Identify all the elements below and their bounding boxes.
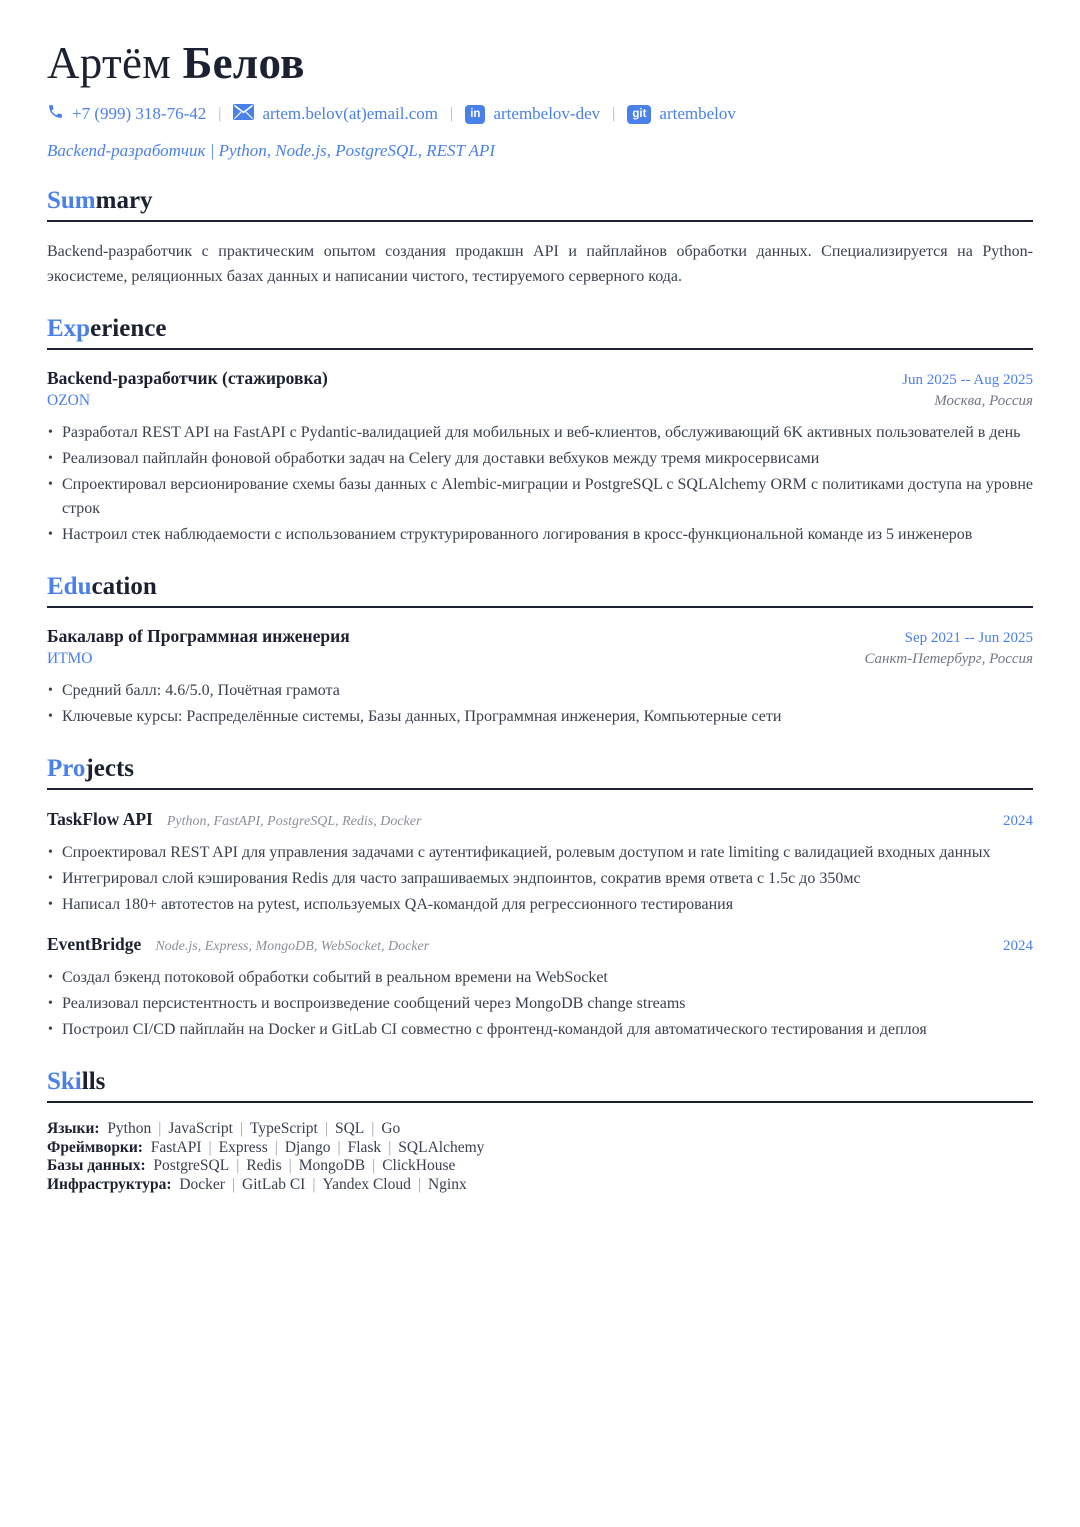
skill-item: JavaScript [168, 1120, 233, 1138]
skill-row-languages [47, 1120, 1033, 1139]
skill-label: Языки: [47, 1120, 100, 1138]
section-projects [47, 755, 1033, 1042]
email-link[interactable] [233, 104, 438, 125]
skill-separator: | [158, 1120, 162, 1138]
skill-item: Django [284, 1138, 331, 1156]
candidate-last-name: Белов [182, 38, 305, 88]
job-subheader [47, 392, 1033, 410]
company-name: OZON [47, 392, 91, 410]
skill-item: Yandex Cloud [322, 1175, 411, 1193]
skill-item: Express [218, 1138, 268, 1156]
tagline: Backend-разработчик | Python, Node.js, PostgreSQL, REST API [47, 141, 496, 161]
projects-heading [47, 755, 1033, 790]
candidate-first-name: Артём [47, 38, 172, 88]
skill-separator: | [231, 1175, 236, 1193]
skill-item: GitLab CI [242, 1175, 306, 1193]
skill-item: PostgreSQL [153, 1157, 230, 1175]
contact-separator: | [612, 105, 616, 123]
contact-row [47, 103, 1033, 125]
job-bullet: • Настроил стек наблюдаемости с использованием структурированного логирования в кросс-функциональной команде из 5 инженеров [47, 523, 1033, 547]
education-heading-rest: cation [91, 573, 157, 601]
skill-label: Инфраструктура: [47, 1175, 172, 1193]
project-bullet: • Создал бэкенд потоковой обработки событий в реальном времени на WebSocket [47, 966, 1033, 990]
skill-label: Базы данных: [47, 1157, 146, 1175]
project-year: 2024 [1003, 938, 1033, 955]
skill-item: SQLAlchemy [398, 1138, 485, 1156]
experience-heading-accent: Exp [47, 315, 91, 343]
school-location: Санкт-Петербург, Россия [864, 651, 1033, 668]
section-skills [47, 1068, 1033, 1194]
skill-item: FastAPI [150, 1138, 202, 1156]
project-stack: Python, FastAPI, PostgreSQL, Redis, Docker [166, 814, 422, 830]
project-bullet: • Написал 180+ автотестов на pytest, используемых QA-командой для регрессионного тестирования [47, 893, 1033, 917]
degree-subheader [47, 650, 1033, 668]
skill-separator: | [337, 1138, 341, 1156]
skill-separator: | [324, 1120, 328, 1138]
skills-list [47, 1120, 1033, 1194]
skill-separator: | [274, 1138, 278, 1156]
git-icon: git [627, 105, 651, 124]
project-year: 2024 [1003, 813, 1033, 830]
summary-heading [47, 187, 1033, 222]
projects-heading-accent: Pro [47, 755, 86, 783]
skill-separator: | [417, 1175, 421, 1193]
job-bullet: • Реализовал пайплайн фоновой обработки задач на Celery для доставки вебхуков между тремя микросервисами [47, 447, 1033, 471]
skills-heading-rest: lls [81, 1068, 106, 1096]
skill-label: Фреймворки: [47, 1138, 143, 1156]
education-bullets [47, 679, 1033, 729]
experience-heading [47, 315, 1033, 350]
skill-item: Redis [246, 1157, 282, 1175]
resume-header [47, 40, 1033, 161]
job-header [47, 368, 1033, 389]
section-education [47, 573, 1033, 729]
job-location: Москва, Россия [934, 393, 1033, 410]
project-bullet: • Реализовал персистентность и воспроизведение сообщений через MongoDB change streams [47, 992, 1033, 1016]
project-header [47, 934, 1033, 955]
job-bullet: • Разработал REST API на FastAPI с Pydantic-валидацией для мобильных и веб-клиентов, обслуживающий 6K активных пользователей в день [47, 421, 1033, 445]
linkedin-link[interactable] [465, 104, 600, 124]
github-handle: artembelov [659, 104, 736, 124]
project-bullets [47, 841, 1033, 917]
skill-row-databases [47, 1157, 1033, 1176]
skill-item: MongoDB [298, 1157, 366, 1175]
project-name: EventBridge [47, 934, 142, 955]
project-bullets [47, 966, 1033, 1042]
education-bullet: • Ключевые курсы: Распределённые системы, Базы данных, Программная инженерия, Компьютерные сети [47, 705, 1033, 729]
skill-item: TypeScript [250, 1120, 318, 1138]
summary-heading-rest: mary [95, 187, 153, 215]
project-bullet: • Построил CI/CD пайплайн на Docker и GitLab CI совместно с фронтенд-командой для автоматического тестирования и деплоя [47, 1018, 1033, 1042]
project-name: TaskFlow API [47, 809, 153, 830]
project-entry [47, 934, 1033, 1042]
github-link[interactable] [627, 104, 736, 124]
degree-dates: Sep 2021 -- Jun 2025 [904, 630, 1033, 647]
job-bullets [47, 421, 1033, 547]
school-name: ИТМО [47, 650, 93, 668]
skill-separator: | [288, 1157, 292, 1175]
project-header [47, 809, 1033, 830]
phone-icon [47, 103, 64, 125]
project-bullet: • Интегрировал слой кэширования Redis для часто запрашиваемых эндпоинтов, сократив время ответа с 1.5с до 350мс [47, 867, 1033, 891]
section-experience [47, 315, 1033, 547]
skill-item: Python [107, 1120, 152, 1138]
skill-item: Docker [179, 1175, 225, 1193]
linkedin-icon: in [465, 105, 485, 124]
project-entry [47, 809, 1033, 917]
skill-item: Go [381, 1120, 401, 1138]
experience-heading-rest: erience [90, 315, 167, 343]
skill-separator: | [388, 1138, 392, 1156]
education-bullet: • Средний балл: 4.6/5.0, Почётная грамота [47, 679, 1033, 703]
skill-item: ClickHouse [382, 1157, 456, 1175]
skill-separator: | [372, 1157, 376, 1175]
linkedin-handle: artembelov-dev [493, 104, 601, 124]
skills-heading-accent: Ski [47, 1068, 82, 1096]
skill-row-frameworks [47, 1139, 1033, 1158]
education-heading-accent: Edu [47, 573, 92, 601]
job-dates: Jun 2025 -- Aug 2025 [902, 372, 1033, 389]
summary-heading-accent: Sum [47, 187, 96, 215]
email-address: artem.belov(at)email.com [262, 104, 439, 124]
summary-text: Backend-разработчик с практическим опытом создания продакшн API и пайплайнов обработки данных. Специализируется на Python-экосистеме, реляционных базах данных и написании чистого, тестируемого серверного кода. [47, 243, 1033, 286]
skills-heading [47, 1068, 1033, 1103]
skill-separator: | [239, 1120, 244, 1138]
phone-number: +7 (999) 318-76-42 [72, 104, 207, 124]
education-entry [47, 626, 1033, 729]
job-bullet: • Спроектировал версионирование схемы базы данных с Alembic-миграции и PostgreSQL с SQLAlchemy ORM с политиками доступа на уровне строк [47, 473, 1033, 521]
skill-row-infrastructure [47, 1176, 1033, 1195]
education-heading [47, 573, 1033, 608]
skill-separator: | [371, 1120, 375, 1138]
contact-separator: | [218, 105, 222, 123]
phone-link[interactable] [47, 103, 206, 125]
envelope-icon [233, 104, 254, 125]
skill-separator: | [208, 1138, 212, 1156]
experience-entry [47, 368, 1033, 547]
skill-item: Nginx [427, 1175, 467, 1193]
contact-separator: | [450, 105, 454, 123]
degree-title: Бакалавр of Программная инженерия [47, 626, 350, 647]
project-stack: Node.js, Express, MongoDB, WebSocket, Docker [155, 939, 430, 955]
degree-header [47, 626, 1033, 647]
skill-separator: | [312, 1175, 316, 1193]
project-bullet: • Спроектировал REST API для управления задачами с аутентификацией, ролевым доступом и rate limiting с валидацией входных данных [47, 841, 1033, 865]
projects-heading-rest: jects [85, 755, 134, 783]
section-summary [47, 187, 1033, 289]
skill-item: SQL [334, 1120, 365, 1138]
skill-item: Flask [347, 1138, 382, 1156]
skill-separator: | [236, 1157, 240, 1175]
job-title: Backend-разработчик (стажировка) [47, 368, 328, 389]
candidate-name [47, 40, 1033, 87]
